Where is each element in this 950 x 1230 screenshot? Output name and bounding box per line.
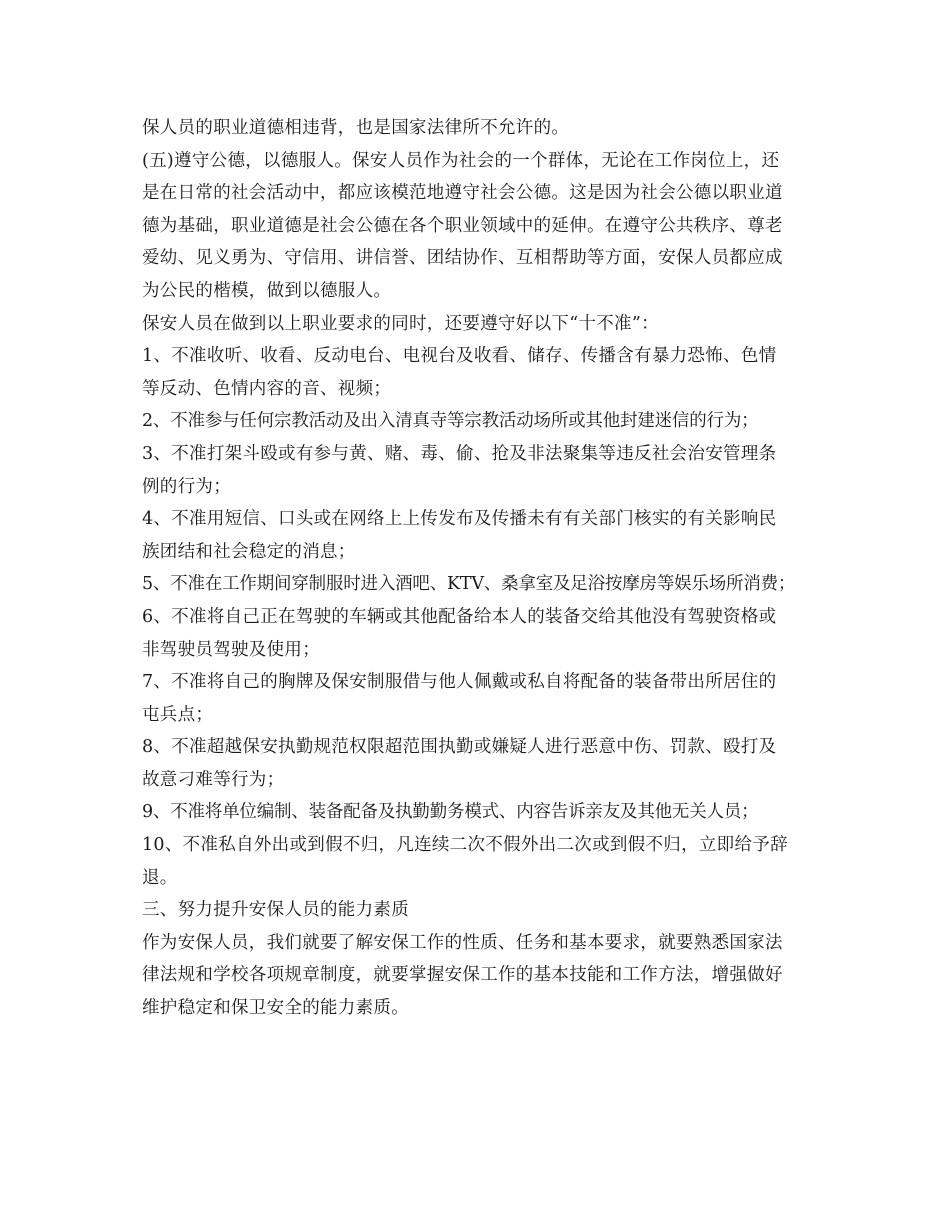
list-item-3: 3、不准打架斗殴或有参与黄、赌、毒、偷、抢及非法聚集等违反社会治安管理条 bbox=[142, 443, 777, 464]
text-line: 爱幼、见义勇为、守信用、讲信誉、团结协作、互相帮助等方面，安保人员都应成 bbox=[142, 248, 783, 269]
list-item-6-cont: 非驾驶员驾驶及使用； bbox=[142, 639, 320, 660]
list-item-1: 1、不准收听、收看、反动电台、电视台及收看、储存、传播含有暴力恐怖、色情 bbox=[142, 346, 777, 367]
text-line: 作为安保人员，我们就要了解安保工作的性质、任务和基本要求，就要熟悉国家法 bbox=[142, 932, 783, 953]
list-item-10: 10、不准私自外出或到假不归，凡连续二次不假外出二次或到假不归，立即给予辞 bbox=[142, 835, 788, 856]
list-item-3-cont: 例的行为； bbox=[142, 476, 231, 497]
text-line: 保安人员在做到以上职业要求的同时，还要遵守好以下“十不准”： bbox=[142, 313, 659, 334]
list-item-5: 5、不准在工作期间穿制服时进入酒吧、KTV、桑拿室及足浴按摩房等娱乐场所消费； bbox=[142, 574, 796, 595]
text-line: 律法规和学校各项规章制度，就要掌握安保工作的基本技能和工作方法，增强做好 bbox=[142, 965, 783, 986]
list-item-4-cont: 族团结和社会稳定的消息； bbox=[142, 541, 356, 562]
list-item-1-cont: 等反动、色情内容的音、视频； bbox=[142, 378, 392, 399]
text-line: (五)遵守公德，以德服人。保安人员作为社会的一个群体，无论在工作岗位上，还 bbox=[142, 150, 780, 171]
document-page bbox=[142, 112, 810, 1025]
text-line: 保人员的职业道德相违背，也是国家法律所不允许的。 bbox=[142, 118, 570, 138]
list-item-4: 4、不准用短信、口头或在网络上上传发布及传播未有有关部门核实的有关影响民 bbox=[142, 509, 777, 530]
text-line: 是在日常的社会活动中，都应该模范地遵守社会公德。这是因为社会公德以职业道 bbox=[142, 183, 783, 204]
list-item-8-cont: 故意刁难等行为； bbox=[142, 769, 285, 790]
list-item-2: 2、不准参与任何宗教活动及出入清真寺等宗教活动场所或其他封建迷信的行为； bbox=[142, 411, 759, 432]
list-item-8: 8、不准超越保安执勤规范权限超范围执勤或嫌疑人进行恶意中伤、罚款、殴打及 bbox=[142, 737, 777, 758]
text-line: 维护稳定和保卫安全的能力素质。 bbox=[142, 998, 409, 1019]
list-item-6: 6、不准将自己正在驾驶的车辆或其他配备给本人的装备交给其他没有驾驶资格或 bbox=[142, 606, 777, 627]
section-heading: 三、努力提升安保人员的能力素质 bbox=[142, 900, 409, 921]
list-item-9: 9、不准将单位编制、装备配备及执勤勤务模式、内容告诉亲友及其他无关人员； bbox=[142, 802, 759, 823]
text-line: 为公民的楷模，做到以德服人。 bbox=[142, 280, 392, 301]
text-line: 德为基础，职业道德是社会公德在各个职业领域中的延伸。在遵守公共秩序、尊老 bbox=[142, 215, 783, 236]
list-item-7-cont: 屯兵点； bbox=[142, 704, 214, 725]
list-item-10-cont: 退。 bbox=[142, 867, 178, 888]
list-item-7: 7、不准将自己的胸牌及保安制服借与他人佩戴或私自将配备的装备带出所居住的 bbox=[142, 672, 777, 693]
